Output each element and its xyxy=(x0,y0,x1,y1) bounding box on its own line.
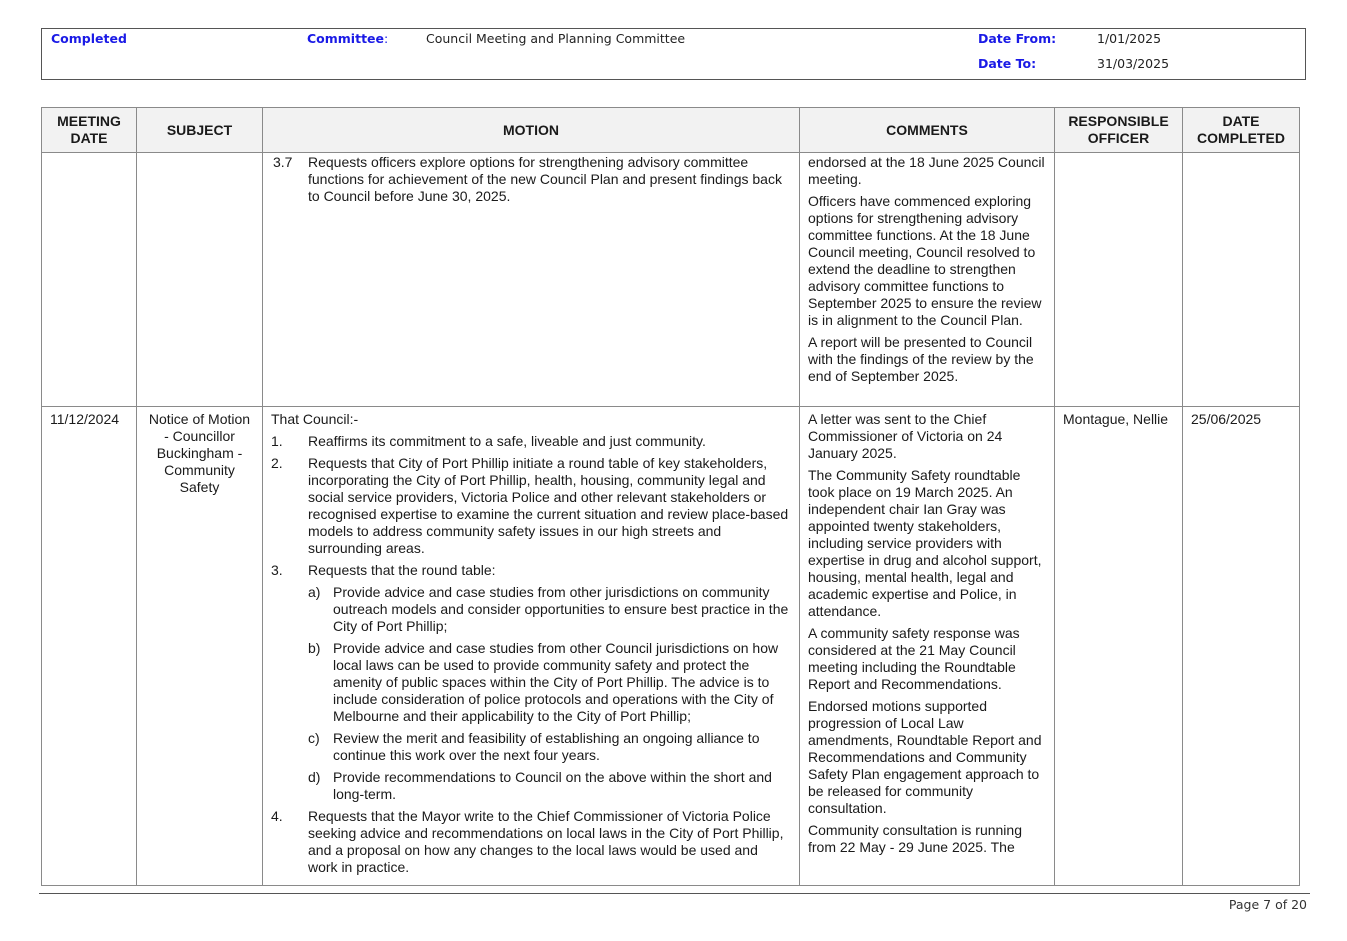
comments-cell xyxy=(800,153,1055,407)
date-from-label: Date From: xyxy=(978,31,1057,46)
date-completed-cell xyxy=(1183,153,1300,407)
motion-cell xyxy=(263,407,800,886)
comment-paragraph: A community safety response was considered at the 21 May Council meeting including the Roundtable Report and Recommendations. xyxy=(808,625,1020,692)
motion-item-text: Requests that the Mayor write to the Chief Commissioner of Victoria Police seeking advice and recommendations on local laws in the City of Port Phillip, and a proposal on how any changes to the local laws would be used and work in practice. xyxy=(308,808,784,875)
comment-paragraph: A report will be presented to Council with the findings of the review by the end of September 2025. xyxy=(808,334,1034,384)
responsible-officer-cell: Montague, Nellie xyxy=(1055,407,1183,886)
motion-subitem-letter: c) xyxy=(308,730,320,746)
motion-item-number: 1. xyxy=(271,433,283,449)
actions-table xyxy=(41,107,1300,886)
motion-item-text: Reaffirms its commitment to a safe, liveable and just community. xyxy=(308,433,706,449)
motion-subitem xyxy=(308,640,791,725)
date-to-label: Date To: xyxy=(978,56,1037,71)
motion-subitem-letter: a) xyxy=(308,584,321,600)
comment-paragraph: Officers have commenced exploring options for strengthening advisory committee functions. At the 18 June Council meeting, Council resolved to extend the deadline to strengthen advisory committee functions to September 2025 to ensure the review is in alignment to the Council Plan. xyxy=(808,193,1042,328)
motion-item xyxy=(271,808,791,876)
table-row xyxy=(42,153,1300,407)
subject-cell xyxy=(137,153,263,407)
status-label: Completed xyxy=(51,31,127,46)
page-number: Page 7 of 20 xyxy=(1228,897,1307,912)
committee-colon: : xyxy=(384,31,389,46)
table-header-row xyxy=(42,108,1300,153)
date-completed-cell: 25/06/2025 xyxy=(1183,407,1300,886)
motion-subitem-letter: d) xyxy=(308,769,321,785)
motion-subitem xyxy=(308,584,791,635)
motion-item xyxy=(271,562,791,579)
comments-cell xyxy=(800,407,1055,886)
responsible-officer-cell xyxy=(1055,153,1183,407)
comment-paragraph: endorsed at the 18 June 2025 Council meeting. xyxy=(808,154,1045,187)
motion-item xyxy=(271,455,791,557)
motion-cell xyxy=(263,153,800,407)
column-header-motion: MOTION xyxy=(263,108,800,153)
table-row xyxy=(42,407,1300,886)
column-header-subject: SUBJECT xyxy=(137,108,263,153)
meeting-date-cell: 11/12/2024 xyxy=(42,407,137,886)
column-header-date-completed: DATE COMPLETED xyxy=(1183,108,1300,153)
motion-item-number: 3. xyxy=(271,562,283,578)
report-header xyxy=(41,28,1306,80)
motion-subitem-text: Provide advice and case studies from other Council jurisdictions on how local laws can be used to provide community safety and protect the amenity of public spaces within the City of Port Phillip. The advice is to include consideration of police protocols and operations with the City of Melbourne and their applicability to the City of Port Phillip; xyxy=(333,640,779,724)
comment-paragraph: Community consultation is running from 22 May - 29 June 2025. The xyxy=(808,822,1022,855)
motion-item-text: Requests that the round table: xyxy=(308,562,496,578)
date-from-value: 1/01/2025 xyxy=(1097,31,1162,46)
motion-subitem-text: Provide recommendations to Council on the above within the short and long-term. xyxy=(333,769,772,802)
motion-subitem-letter: b) xyxy=(308,640,321,656)
comment-paragraph: Endorsed motions supported progression of Local Law amendments, Roundtable Report and Recommendations and Community Safety Plan engagement approach to be released for community consultation. xyxy=(808,698,1042,816)
date-to-value: 31/03/2025 xyxy=(1097,56,1170,71)
motion-item xyxy=(271,154,791,205)
motion-item-text: Requests officers explore options for strengthening advisory committee functions for achievement of the new Council Plan and present findings back to Council before June 30, 2025. xyxy=(308,154,782,204)
comment-paragraph: The Community Safety roundtable took place on 19 March 2025. An independent chair Ian Gray was appointed twenty stakeholders, including service providers with expertise in drug and alcohol support, housing, mental health, legal and academic expertise and Police, in attendance. xyxy=(808,467,1042,619)
committee-value: Council Meeting and Planning Committee xyxy=(426,31,686,46)
committee-label-text: Committee xyxy=(307,31,385,46)
column-header-meeting-date: MEETING DATE xyxy=(42,108,137,153)
footer-divider xyxy=(39,893,1310,894)
motion-subitem-text: Review the merit and feasibility of establishing an ongoing alliance to continue this work over the next four years. xyxy=(333,730,760,763)
motion-item-number: 2. xyxy=(271,455,283,471)
subject-cell: Notice of Motion - Councillor Buckingham - Community Safety xyxy=(137,407,263,886)
comment-paragraph: A letter was sent to the Chief Commissioner of Victoria on 24 January 2025. xyxy=(808,411,1003,461)
motion-item-number: 3.7 xyxy=(273,154,293,170)
column-header-responsible-officer: RESPONSIBLE OFFICER xyxy=(1055,108,1183,153)
motion-item-number: 4. xyxy=(271,808,283,824)
motion-subitem xyxy=(308,730,791,764)
meeting-date-cell xyxy=(42,153,137,407)
committee-label xyxy=(307,31,388,46)
column-header-comments: COMMENTS xyxy=(800,108,1055,153)
motion-item xyxy=(271,433,791,450)
motion-item-text: Requests that City of Port Phillip initiate a round table of key stakeholders, incorporating the City of Port Phillip, health, housing, community legal and social service providers, Victoria Police and other relevant stakeholders or recognised expertise to examine the current situation and review place-based models to address community safety issues in our high streets and surrounding areas. xyxy=(308,455,789,556)
motion-subitem xyxy=(308,769,791,803)
motion-subitem-text: Provide advice and case studies from other jurisdictions on community outreach models and consider opportunities to ensure best practice in the City of Port Phillip; xyxy=(333,584,789,634)
motion-intro: That Council:- xyxy=(271,411,359,427)
